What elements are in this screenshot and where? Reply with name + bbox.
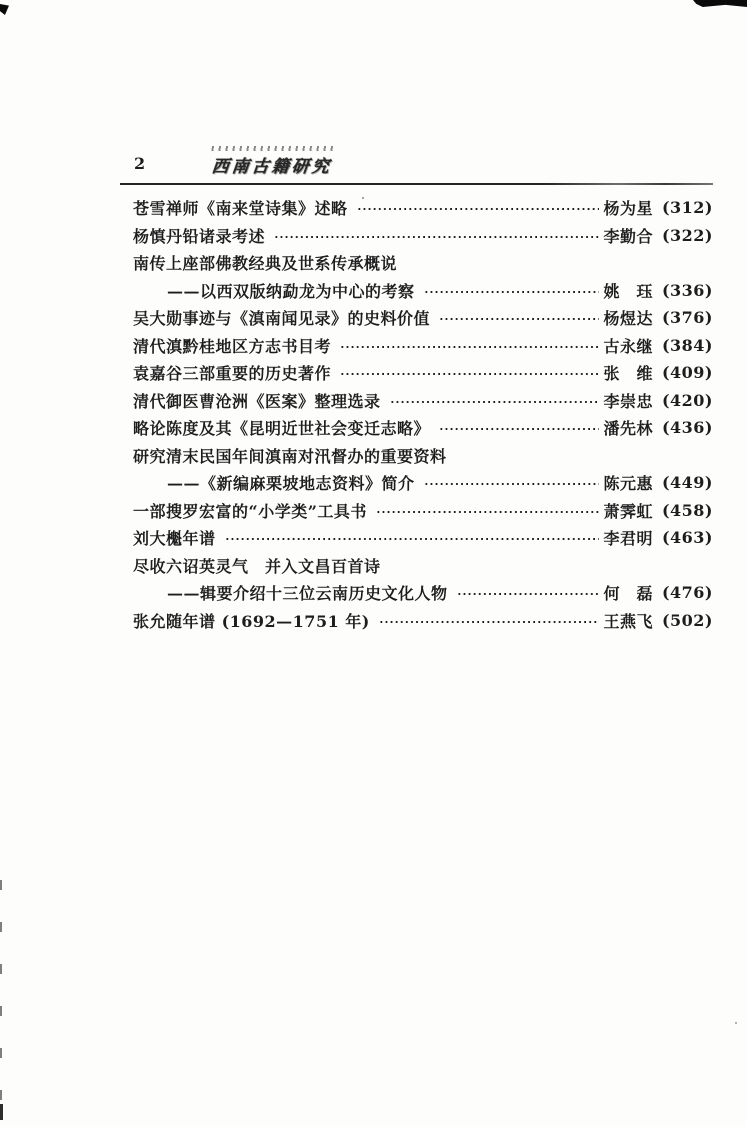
dot-leader <box>457 585 600 601</box>
toc-entry-page: (476) <box>661 583 713 603</box>
toc-entry-author: 陈元惠 <box>603 474 653 494</box>
dot-leader <box>424 475 600 491</box>
toc-entry <box>133 607 713 635</box>
page-number: 2 <box>134 154 146 173</box>
toc-entry <box>133 524 713 552</box>
toc-entry <box>133 359 713 387</box>
dot-leader <box>439 420 599 436</box>
dot-leader <box>424 283 600 299</box>
dot-leader <box>439 310 599 326</box>
toc-entry-page: (458) <box>661 500 713 520</box>
toc-entry <box>133 277 713 305</box>
dot-leader <box>274 228 599 244</box>
toc-entry <box>133 497 713 525</box>
toc-list <box>133 194 713 634</box>
toc-entry <box>133 469 713 497</box>
toc-entry-author: 杨煜达 <box>603 309 653 329</box>
toc-entry-title: 袁嘉谷三部重要的历史著作 <box>133 364 332 384</box>
scan-artifact-top-right <box>693 0 747 7</box>
toc-entry-title: ——以西双版纳勐龙为中心的考察 <box>167 281 415 301</box>
toc-entry-title: 南传上座部佛教经典及世系传承概说 <box>133 254 398 274</box>
toc-entry <box>133 249 713 277</box>
scan-artifact-left-edge <box>0 880 2 1127</box>
dot-leader <box>357 200 600 216</box>
dot-leader <box>379 613 600 629</box>
toc-entry-title: ——辑要介绍十三位云南历史文化人物 <box>167 584 448 604</box>
toc-entry <box>133 222 713 250</box>
toc-entry-page: (449) <box>661 473 713 493</box>
toc-entry-page: (336) <box>661 280 713 300</box>
toc-entry-author: 张 维 <box>603 364 653 384</box>
toc-entry-title: 杨慎丹铅诸录考述 <box>133 226 266 246</box>
toc-entry-author: 李崇忠 <box>603 391 653 411</box>
dot-leader <box>340 365 599 381</box>
toc-entry-title: 略论陈度及其《昆明近世社会变迁志略》 <box>133 419 431 439</box>
dot-leader <box>225 530 600 546</box>
toc-entry-title: 清代御医曹沧洲《医案》整理选录 <box>133 391 381 411</box>
scan-artifact-top-left <box>0 4 9 15</box>
toc-entry-page: (322) <box>661 225 713 245</box>
toc-entry-author: 杨为星 <box>603 199 653 219</box>
toc-entry <box>133 414 713 442</box>
toc-entry-title: 一部搜罗宏富的“小学类”工具书 <box>133 501 367 521</box>
toc-entry-page: (312) <box>661 198 713 218</box>
toc-entry-title: 张允随年谱 (1692—1751 年) <box>133 611 370 631</box>
toc-entry-title: 苍雪禅师《南来堂诗集》述略 <box>133 199 348 219</box>
toc-entry-page: (376) <box>661 308 713 328</box>
dot-leader <box>390 393 600 409</box>
toc-entry-title: ——《新编麻栗坡地志资料》简介 <box>167 474 415 494</box>
toc-entry-author: 古永继 <box>603 336 653 356</box>
toc-entry-page: (420) <box>661 390 713 410</box>
toc-entry <box>133 579 713 607</box>
toc-entry-author: 姚 珏 <box>603 281 653 301</box>
toc-entry <box>133 194 713 222</box>
toc-entry-author: 萧霁虹 <box>603 501 653 521</box>
toc-entry <box>133 304 713 332</box>
toc-entry-page: (409) <box>661 363 713 383</box>
toc-entry-title: 尽收六诏英灵气 并入文昌百首诗 <box>133 556 381 576</box>
toc-entry <box>133 387 713 415</box>
toc-entry-page: (502) <box>661 610 713 630</box>
toc-entry-author: 王燕飞 <box>603 611 653 631</box>
toc-entry-title: 吴大勋事迹与《滇南闻见录》的史料价值 <box>133 309 431 329</box>
toc-entry-author: 李勤合 <box>603 226 653 246</box>
toc-entry-title: 研究清末民国年间滇南对汛督办的重要资料 <box>133 446 447 466</box>
running-title: 西南古籍研究 <box>211 152 334 177</box>
header-rule <box>120 183 713 185</box>
toc-entry <box>133 552 713 580</box>
toc-entry-author: 何 磊 <box>603 584 653 604</box>
toc-entry-page: (384) <box>661 335 713 355</box>
dot-leader <box>376 503 600 519</box>
toc-entry-page: (436) <box>661 418 713 438</box>
page-header <box>0 150 747 182</box>
toc-entry-author: 潘先林 <box>603 419 653 439</box>
toc-entry-title: 刘大櫆年谱 <box>133 529 216 549</box>
toc-entry-author: 李君明 <box>603 529 653 549</box>
toc-entry <box>133 332 713 360</box>
scan-speck <box>735 1022 737 1024</box>
toc-entry <box>133 442 713 470</box>
toc-entry-title: 清代滇黔桂地区方志书目考 <box>133 336 332 356</box>
dot-leader <box>340 338 599 354</box>
toc-entry-page: (463) <box>661 528 713 548</box>
